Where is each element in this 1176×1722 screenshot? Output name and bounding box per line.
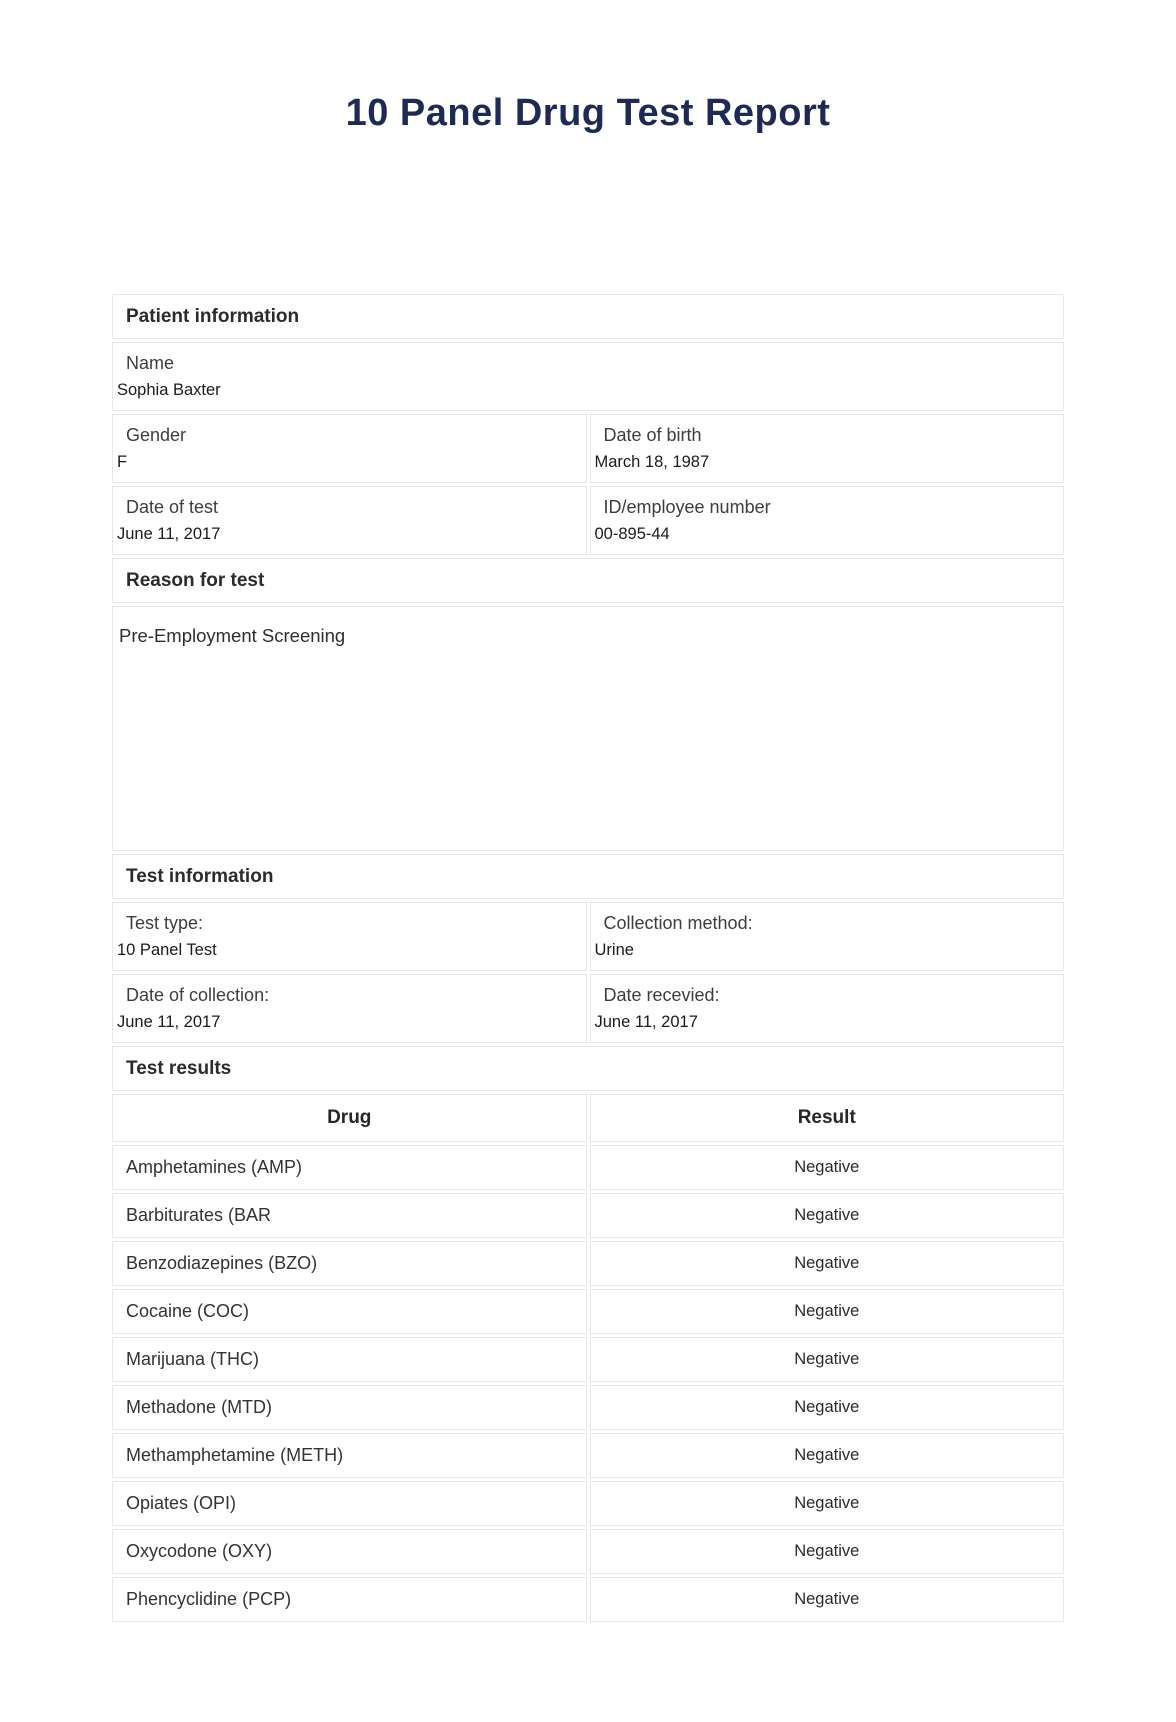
table-row-result-benzodiazepines: Negative — [590, 1241, 1065, 1286]
field-test-type-label: Test type: — [126, 913, 204, 933]
field-test-type-value: 10 Panel Test — [117, 941, 217, 959]
table-row-result-cocaine: Negative — [590, 1289, 1065, 1334]
field-gender-value: F — [117, 453, 128, 471]
field-name-value: Sophia Baxter — [117, 381, 221, 399]
field-date-of-birth-value: March 18, 1987 — [594, 453, 710, 471]
table-row-result-oxycodone: Negative — [590, 1529, 1065, 1574]
field-collection-method — [590, 902, 1065, 971]
report-table — [112, 294, 1064, 1622]
table-row-drug-amphetamines: Amphetamines (AMP) — [112, 1145, 587, 1190]
table-row-result-phencyclidine: Negative — [590, 1577, 1065, 1622]
field-date-of-test-label: Date of test — [126, 497, 219, 517]
results-column-header-drug: Drug — [112, 1094, 587, 1142]
table-row-drug-cocaine: Cocaine (COC) — [112, 1289, 587, 1334]
field-date-of-birth — [590, 414, 1065, 483]
field-name — [112, 342, 1064, 411]
table-row-result-opiates: Negative — [590, 1481, 1065, 1526]
table-row-drug-methamphetamine: Methamphetamine (METH) — [112, 1433, 587, 1478]
field-date-of-birth-label: Date of birth — [603, 425, 702, 445]
reason-for-test-value: Pre-Employment Screening — [112, 606, 1064, 851]
section-heading-test-results: Test results — [112, 1046, 1064, 1091]
table-row-drug-marijuana: Marijuana (THC) — [112, 1337, 587, 1382]
field-name-label: Name — [126, 353, 175, 373]
section-heading-patient-information: Patient information — [112, 294, 1064, 339]
section-heading-reason-for-test: Reason for test — [112, 558, 1064, 603]
table-row-drug-methadone: Methadone (MTD) — [112, 1385, 587, 1430]
field-id-employee-number-value: 00-895-44 — [594, 525, 670, 543]
field-date-received — [590, 974, 1065, 1043]
field-date-received-value: June 11, 2017 — [594, 1013, 698, 1031]
table-row-result-amphetamines: Negative — [590, 1145, 1065, 1190]
table-row-result-methadone: Negative — [590, 1385, 1065, 1430]
table-row-result-marijuana: Negative — [590, 1337, 1065, 1382]
field-date-of-collection — [112, 974, 587, 1043]
field-date-of-test — [112, 486, 587, 555]
field-gender-label: Gender — [126, 425, 187, 445]
table-row-drug-benzodiazepines: Benzodiazepines (BZO) — [112, 1241, 587, 1286]
page-title: 10 Panel Drug Test Report — [345, 92, 831, 134]
field-collection-method-value: Urine — [594, 941, 634, 959]
field-collection-method-label: Collection method: — [603, 913, 753, 933]
table-row-result-methamphetamine: Negative — [590, 1433, 1065, 1478]
table-row-drug-barbiturates: Barbiturates (BAR — [112, 1193, 587, 1238]
field-date-received-label: Date recevied: — [603, 985, 720, 1005]
field-id-employee-number-label: ID/employee number — [603, 497, 771, 517]
table-row-drug-opiates: Opiates (OPI) — [112, 1481, 587, 1526]
table-row-result-barbiturates: Negative — [590, 1193, 1065, 1238]
table-row-drug-oxycodone: Oxycodone (OXY) — [112, 1529, 587, 1574]
field-test-type — [112, 902, 587, 971]
results-column-header-result: Result — [590, 1094, 1065, 1142]
table-row-drug-phencyclidine: Phencyclidine (PCP) — [112, 1577, 587, 1622]
field-date-of-collection-label: Date of collection: — [126, 985, 270, 1005]
field-date-of-test-value: June 11, 2017 — [117, 525, 221, 543]
field-gender — [112, 414, 587, 483]
section-heading-test-information: Test information — [112, 854, 1064, 899]
field-id-employee-number — [590, 486, 1065, 555]
field-date-of-collection-value: June 11, 2017 — [117, 1013, 221, 1031]
